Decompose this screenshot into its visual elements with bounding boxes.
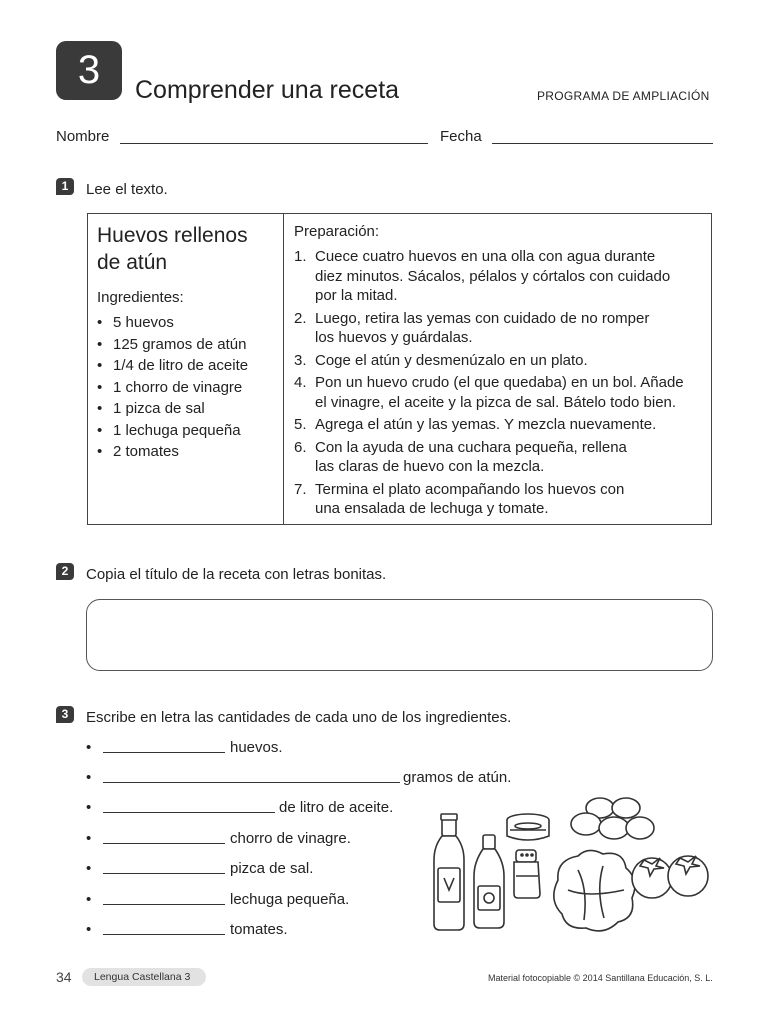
name-field[interactable] bbox=[120, 143, 428, 144]
preparation-step bbox=[294, 438, 706, 477]
step-text bbox=[315, 373, 706, 412]
tomatoes-icon bbox=[632, 856, 708, 898]
step-line: Termina el plato acompañando los huevos con bbox=[315, 480, 625, 498]
quantity-label: gramos de atún. bbox=[403, 769, 512, 786]
salt-shaker-icon bbox=[514, 850, 540, 898]
step-text bbox=[315, 415, 706, 435]
step-line: el vinagre, el aceite y la pizca de sal. Bátelo todo bien. bbox=[315, 393, 677, 411]
bullet: • bbox=[86, 769, 92, 786]
answer-blank[interactable] bbox=[103, 843, 225, 844]
quantity-label: chorro de vinagre. bbox=[230, 830, 351, 847]
answer-blank[interactable] bbox=[103, 873, 225, 874]
quantity-label: lechuga pequeña. bbox=[230, 891, 350, 908]
preparation-step bbox=[294, 309, 706, 348]
bullet: • bbox=[97, 335, 103, 353]
step-line: las claras de huevo con la mezcla. bbox=[315, 458, 545, 475]
answer-blank[interactable] bbox=[103, 904, 225, 905]
step-line: Con la ayuda de una cuchara pequeña, rellena bbox=[315, 438, 627, 456]
quantity-label: tomates. bbox=[230, 921, 288, 938]
bullet: • bbox=[86, 860, 92, 877]
tuna-can-icon bbox=[507, 814, 549, 840]
preparation-step bbox=[294, 480, 706, 519]
step-line: Cuece cuatro huevos en una olla con agua durante bbox=[315, 248, 656, 265]
copyright-notice: Material fotocopiable © 2014 Santillana Educación, S. L. bbox=[488, 973, 713, 983]
step-line: por la mitad. bbox=[315, 287, 398, 304]
step-text bbox=[315, 480, 706, 519]
date-label: Fecha bbox=[440, 128, 482, 145]
bullet: • bbox=[86, 921, 92, 938]
quantity-label: pizca de sal. bbox=[230, 860, 314, 877]
name-label: Nombre bbox=[56, 128, 110, 145]
step-text bbox=[315, 351, 706, 371]
step-line: Coge el atún y desmenúzalo en un plato. bbox=[315, 351, 588, 369]
ingredient-item: • 1 lechuga pequeña bbox=[97, 420, 248, 442]
step-line: Pon un huevo crudo (el que quedaba) en un bol. Añade bbox=[315, 374, 684, 391]
step-text bbox=[315, 247, 706, 306]
step-line: una ensalada de lechuga y tomate. bbox=[315, 500, 549, 517]
lettuce-icon bbox=[554, 850, 635, 930]
preparation-step bbox=[294, 247, 706, 306]
page-number: 34 bbox=[56, 969, 72, 985]
exercise-2-number: 2 bbox=[56, 563, 74, 580]
answer-blank[interactable] bbox=[103, 934, 225, 935]
answer-blank[interactable] bbox=[103, 752, 225, 753]
exercise-3-number: 3 bbox=[56, 706, 74, 723]
bullet: • bbox=[86, 830, 92, 847]
step-line: Luego, retira las yemas con cuidado de no romper bbox=[315, 309, 650, 327]
step-number: 6. bbox=[294, 438, 307, 456]
preparation-step bbox=[294, 351, 706, 371]
exercise-1-instruction: Lee el texto. bbox=[86, 181, 168, 198]
subject-label: Lengua Castellana 3 bbox=[82, 968, 206, 986]
page-title: Comprender una receta bbox=[135, 76, 400, 104]
exercise-1-number: 1 bbox=[56, 178, 74, 195]
bullet: • bbox=[97, 357, 103, 374]
recipe-title-line-1: Huevos rellenos bbox=[97, 224, 248, 247]
quantity-label: huevos. bbox=[230, 739, 283, 756]
preparation-heading: Preparación: bbox=[294, 223, 380, 240]
bullet: • bbox=[97, 443, 103, 460]
step-text bbox=[315, 438, 706, 477]
eggs-icon bbox=[571, 798, 654, 839]
ingredients-illustration bbox=[428, 790, 718, 940]
preparation-step bbox=[294, 373, 706, 412]
preparation-step bbox=[294, 415, 706, 435]
step-number: 5. bbox=[294, 416, 307, 433]
bullet: • bbox=[86, 891, 92, 908]
title-answer-box[interactable] bbox=[86, 599, 713, 671]
oil-bottle-icon bbox=[434, 814, 464, 930]
answer-blank[interactable] bbox=[103, 812, 275, 813]
quantity-label: de litro de aceite. bbox=[279, 799, 394, 816]
ingredient-item: • 1/4 de litro de aceite bbox=[97, 355, 248, 377]
recipe-title bbox=[97, 222, 277, 276]
step-line: los huevos y guárdalas. bbox=[315, 329, 473, 346]
recipe-title-line-2: de atún bbox=[97, 251, 168, 274]
program-label: PROGRAMA DE AMPLIACIÓN bbox=[537, 89, 710, 103]
exercise-3-instruction: Escribe en letra las cantidades de cada uno de los ingredientes. bbox=[86, 709, 512, 726]
bullet: • bbox=[86, 739, 92, 756]
step-number: 2. bbox=[294, 309, 307, 327]
ingredients-list bbox=[97, 312, 248, 463]
bullet: • bbox=[97, 400, 103, 417]
answer-blank[interactable] bbox=[103, 782, 400, 783]
recipe-divider bbox=[283, 213, 284, 525]
step-number: 1. bbox=[294, 248, 307, 265]
bullet: • bbox=[97, 314, 103, 331]
ingredients-heading: Ingredientes: bbox=[97, 289, 184, 306]
ingredient-item: • 2 tomates bbox=[97, 441, 248, 463]
step-line: diez minutos. Sácalos, pélalos y córtalos con cuidado bbox=[315, 267, 671, 285]
bullet: • bbox=[97, 378, 103, 396]
ingredient-item: • 1 chorro de vinagre bbox=[97, 377, 248, 399]
ingredient-item: • 1 pizca de sal bbox=[97, 398, 248, 420]
bullet: • bbox=[86, 799, 92, 816]
step-number: 7. bbox=[294, 480, 307, 498]
step-line: Agrega el atún y las yemas. Y mezcla nuevamente. bbox=[315, 416, 657, 433]
unit-number-badge: 3 bbox=[56, 41, 122, 100]
date-field[interactable] bbox=[492, 143, 713, 144]
bullet: • bbox=[97, 421, 103, 439]
step-number: 3. bbox=[294, 351, 307, 369]
vinegar-bottle-icon bbox=[474, 835, 504, 928]
exercise-2-instruction: Copia el título de la receta con letras bonitas. bbox=[86, 566, 387, 583]
ingredient-item: • 5 huevos bbox=[97, 312, 248, 334]
preparation-steps bbox=[294, 247, 706, 522]
step-text bbox=[315, 309, 706, 348]
ingredient-item: • 125 gramos de atún bbox=[97, 334, 248, 356]
step-number: 4. bbox=[294, 374, 307, 391]
